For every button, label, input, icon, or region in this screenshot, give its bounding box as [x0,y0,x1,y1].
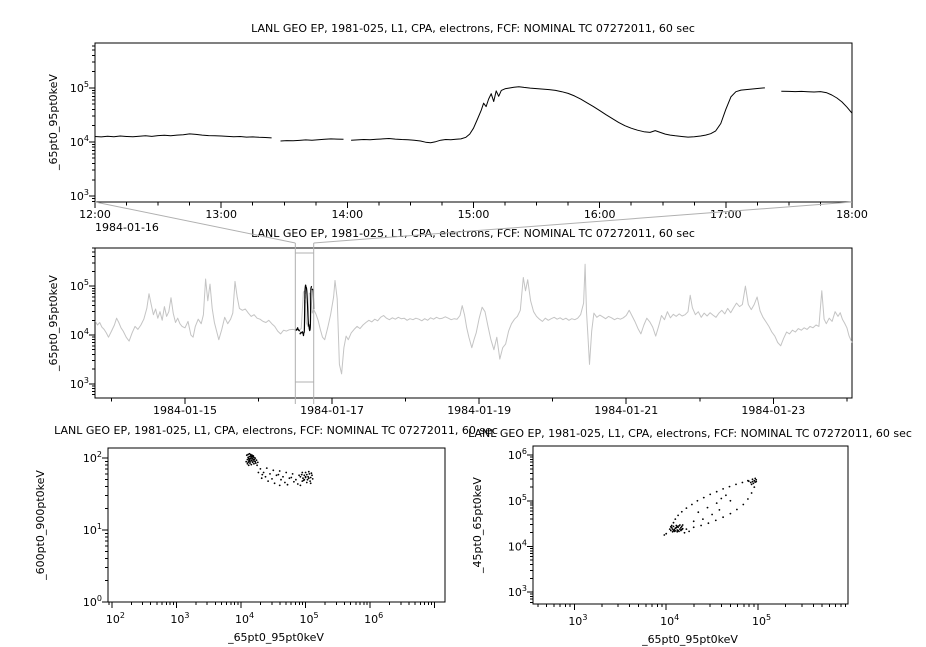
panel-title: LANL GEO EP, 1981-025, L1, CPA, electrons, FCF: NOMINAL TC 07272011, 60 sec [251,22,695,35]
x-axis-label: _65pt0_95pt0keV [228,631,324,644]
svg-text:106: $10^6$ [364,611,384,626]
plot-area-context-timeseries[interactable] [95,248,852,398]
svg-text:1984-01-15: 1984-01-15 [153,404,217,417]
svg-text:102: $10^2$ [82,450,102,466]
svg-text:103: $10^3$ [568,613,588,628]
svg-text:104: $10^4$ [234,611,255,626]
svg-text:1984-01-23: 1984-01-23 [741,404,806,417]
svg-text:105: $10^5$ [69,79,89,95]
svg-text:104: $10^4$ [69,133,89,149]
svg-text:103: $10^3$ [69,375,89,391]
svg-text:14:00: 14:00 [331,208,364,221]
svg-text:105: $10^5$ [507,492,527,508]
svg-text:106: $10^6$ [507,447,527,463]
svg-text:18:00: 18:00 [836,208,868,221]
svg-text:102: $10^2$ [105,611,125,626]
panel-context-timeseries [47,202,852,417]
svg-text:101: $10^1$ [82,522,102,538]
svg-text:103: $10^3$ [69,188,89,204]
y-axis-label: _45pt0_65pt0keV [471,477,484,573]
y-axis-label: _65pt0_95pt0keV [47,275,60,371]
svg-text:105: $10^5$ [69,278,89,294]
svg-text:100: $10^0$ [82,594,102,609]
svg-text:1984-01-17: 1984-01-17 [300,404,365,417]
svg-text:104: $10^4$ [507,538,527,554]
svg-text:13:00: 13:00 [205,208,238,221]
panel-title: LANL GEO EP, 1981-025, L1, CPA, electrons, FCF: NOMINAL TC 07272011, 60 sec [251,227,695,240]
panel-scatter-45-65 [468,427,912,646]
panel-zoom-timeseries [47,22,868,234]
svg-text:17:00: 17:00 [709,208,742,221]
svg-text:105: $10^5$ [752,613,772,628]
svg-text:104: $10^4$ [69,326,89,342]
x-axis-date-label: 1984-01-16 [95,221,159,234]
svg-text:104: $10^4$ [660,613,680,628]
svg-text:1984-01-19: 1984-01-19 [447,404,512,417]
plot-area-scatter-600-900[interactable] [108,448,445,602]
x-axis-label: _65pt0_95pt0keV [642,633,738,646]
y-axis-label: _600pt0_900pt0keV [34,470,47,580]
svg-text:16:00: 16:00 [583,208,616,221]
panel-title: LANL GEO EP, 1981-025, L1, CPA, electrons, FCF: NOMINAL TC 07272011, 60 sec [54,424,498,437]
svg-text:12:00: 12:00 [79,208,111,221]
y-axis-label: _65pt0_95pt0keV [47,74,60,170]
svg-text:15:00: 15:00 [457,208,490,221]
svg-text:103: $10^3$ [507,584,527,600]
svg-text:105: $10^5$ [299,611,319,626]
panel-title: LANL GEO EP, 1981-025, L1, CPA, electrons, FCF: NOMINAL TC 07272011, 60 sec [468,427,912,440]
panel-scatter-600-900 [34,424,498,644]
svg-text:1984-01-21: 1984-01-21 [594,404,659,417]
plot-area-zoom-timeseries[interactable] [95,43,852,202]
svg-text:103: $10^3$ [170,611,190,626]
plot-area-scatter-45-65[interactable] [533,446,848,604]
